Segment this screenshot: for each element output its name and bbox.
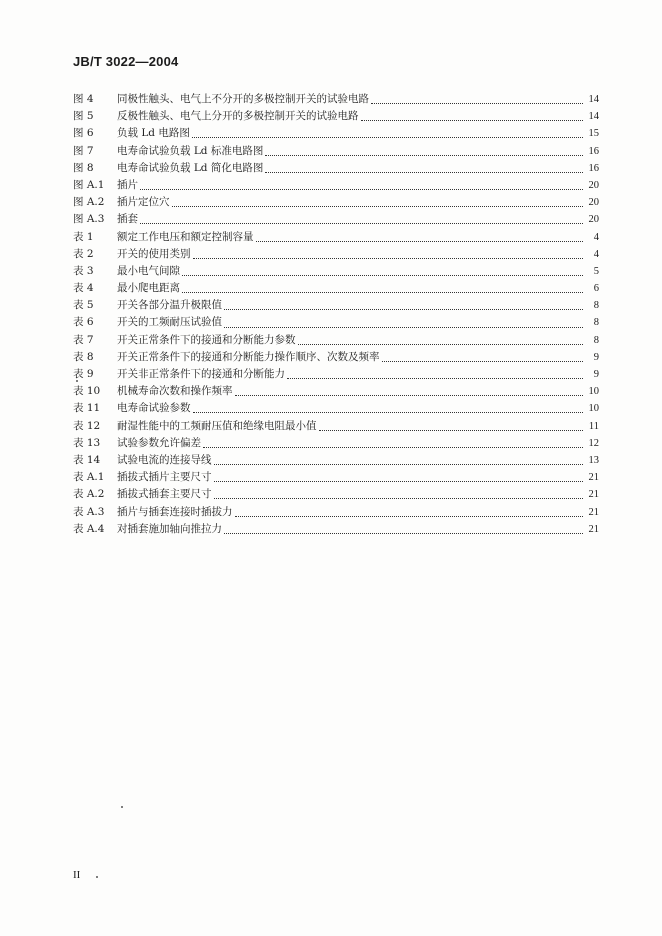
toc-entry-page: 15 xyxy=(588,128,599,140)
toc-entry-title: 开关各部分温升极限值 xyxy=(117,299,222,312)
toc-leader-dots xyxy=(319,430,584,431)
toc-leader-dots xyxy=(361,120,584,121)
toc-entry-label: 表 4 xyxy=(73,282,94,295)
toc-entry-label: 图 A.2 xyxy=(73,196,105,209)
toc-entry-label: 图 A.3 xyxy=(73,213,105,226)
toc-entry[interactable] xyxy=(73,504,599,521)
toc-entry-label: 表 5 xyxy=(73,299,94,312)
toc-entry-label: 表 2 xyxy=(73,247,94,260)
toc-entry-page: 20 xyxy=(588,214,599,226)
toc-entry-page: 20 xyxy=(588,179,599,191)
toc-entry-title: 开关非正常条件下的接通和分断能力 xyxy=(117,368,285,380)
toc-leader-dots xyxy=(265,155,583,156)
toc-entry-label: 表 3 xyxy=(73,264,94,277)
toc-leader-dots xyxy=(287,378,583,379)
toc-entry[interactable] xyxy=(73,366,599,383)
scan-speck xyxy=(96,876,98,878)
toc-entry-title: 最小电气间隙 xyxy=(117,264,180,277)
toc-entry-label: 图 4 xyxy=(73,93,94,105)
toc-entry[interactable] xyxy=(73,418,599,435)
toc-entry-page: 4 xyxy=(593,248,599,260)
toc-entry-title: 开关正常条件下的接通和分断能力参数 xyxy=(117,333,296,346)
toc-leader-dots xyxy=(182,275,583,276)
toc-entry[interactable] xyxy=(73,246,599,263)
toc-entry-label: 图 A.1 xyxy=(73,178,105,191)
toc-entry-title: 插片 xyxy=(117,178,138,191)
toc-entry-page: 8 xyxy=(593,334,599,346)
toc-entry-page: 8 xyxy=(593,317,599,329)
toc-leader-dots xyxy=(224,533,583,534)
toc-entry-label: 表 8 xyxy=(73,350,94,363)
standard-code-header: JB/T 3022—2004 xyxy=(73,54,179,69)
toc-entry-title: 插拔式插片主要尺寸 xyxy=(117,471,212,484)
toc-entry-label: 表 12 xyxy=(73,419,101,432)
toc-entry-label: 图 8 xyxy=(73,161,94,174)
toc-entry-page: 13 xyxy=(588,454,599,466)
toc-entry-title: 电寿命试验负载 Ld 标准电路图 xyxy=(117,144,264,157)
table-of-contents xyxy=(73,91,599,538)
toc-entry-label: 图 6 xyxy=(73,127,94,140)
toc-leader-dots xyxy=(182,292,583,293)
toc-entry-page: 5 xyxy=(593,265,599,277)
toc-entry-page: 14 xyxy=(588,111,599,123)
toc-entry-page: 21 xyxy=(588,523,599,535)
toc-entry[interactable] xyxy=(73,211,599,228)
page-number: II xyxy=(73,869,81,881)
toc-entry-title: 电寿命试验负载 Ld 简化电路图 xyxy=(117,161,264,174)
toc-entry-title: 耐湿性能中的工频耐压值和绝缘电阻最小值 xyxy=(117,419,317,432)
toc-entry-page: 16 xyxy=(588,162,599,174)
toc-entry-title: 电寿命试验参数 xyxy=(117,402,191,415)
toc-leader-dots xyxy=(214,481,584,482)
toc-entry-label: 表 A.1 xyxy=(73,471,105,484)
toc-entry-label: 表 10 xyxy=(73,385,101,398)
toc-entry-title: 对插套施加轴向推拉力 xyxy=(117,522,222,535)
scan-speck xyxy=(76,380,78,382)
toc-leader-dots xyxy=(193,258,584,259)
toc-leader-dots xyxy=(214,464,584,465)
toc-entry[interactable] xyxy=(73,108,599,125)
toc-entry-title: 同极性触头、电气上不分开的多极控制开关的试验电路 xyxy=(117,93,369,105)
toc-leader-dots xyxy=(172,206,584,207)
toc-entry-label: 表 A.2 xyxy=(73,488,105,501)
toc-entry-page: 11 xyxy=(588,420,599,432)
toc-entry-title: 机械寿命次数和操作频率 xyxy=(117,385,233,398)
toc-leader-dots xyxy=(224,309,583,310)
toc-entry-page: 10 xyxy=(588,403,599,415)
toc-entry-title: 插套 xyxy=(117,213,138,226)
toc-entry-label: 表 A.4 xyxy=(73,522,105,535)
toc-leader-dots xyxy=(193,412,584,413)
toc-leader-dots xyxy=(382,361,584,362)
toc-entry-page: 9 xyxy=(593,351,599,363)
toc-entry[interactable] xyxy=(73,297,599,314)
toc-entry-page: 14 xyxy=(588,94,599,105)
toc-leader-dots xyxy=(256,241,584,242)
toc-leader-dots xyxy=(203,447,583,448)
toc-entry[interactable] xyxy=(73,177,599,194)
toc-entry[interactable] xyxy=(73,143,599,160)
toc-entry[interactable] xyxy=(73,469,599,486)
toc-entry-title: 额定工作电压和额定控制容量 xyxy=(117,230,254,243)
toc-entry[interactable] xyxy=(73,349,599,366)
toc-entry-title: 插拔式插套主要尺寸 xyxy=(117,488,212,501)
toc-entry[interactable] xyxy=(73,400,599,417)
toc-entry-title: 试验电流的连接导线 xyxy=(117,453,212,466)
toc-entry[interactable] xyxy=(73,452,599,469)
toc-entry-label: 表 A.3 xyxy=(73,505,105,518)
toc-leader-dots xyxy=(140,223,583,224)
toc-leader-dots xyxy=(224,327,583,328)
toc-entry-title: 试验参数允许偏差 xyxy=(117,436,201,449)
toc-entry[interactable] xyxy=(73,314,599,331)
toc-entry[interactable] xyxy=(73,229,599,246)
toc-leader-dots xyxy=(192,137,583,138)
toc-entry-label: 表 6 xyxy=(73,316,94,329)
toc-entry-title: 开关正常条件下的接通和分断能力操作顺序、次数及频率 xyxy=(117,350,380,363)
toc-entry[interactable] xyxy=(73,263,599,280)
toc-entry-title: 插片与插套连接时插拔力 xyxy=(117,505,233,518)
toc-entry[interactable] xyxy=(73,521,599,538)
toc-leader-dots xyxy=(235,395,584,396)
toc-entry[interactable] xyxy=(73,125,599,142)
toc-entry[interactable] xyxy=(73,435,599,452)
toc-entry-label: 表 7 xyxy=(73,333,94,346)
toc-entry-label: 表 14 xyxy=(73,453,101,466)
toc-entry-label: 表 11 xyxy=(73,402,101,415)
toc-leader-dots xyxy=(371,103,583,104)
toc-entry[interactable] xyxy=(73,91,599,108)
toc-entry-page: 12 xyxy=(588,437,599,449)
toc-entry[interactable] xyxy=(73,383,599,400)
toc-entry-page: 8 xyxy=(593,300,599,312)
toc-entry-page: 6 xyxy=(593,283,599,295)
toc-entry[interactable] xyxy=(73,280,599,297)
toc-entry-page: 16 xyxy=(588,145,599,157)
toc-entry-page: 21 xyxy=(588,472,599,484)
toc-leader-dots xyxy=(298,344,584,345)
toc-leader-dots xyxy=(140,189,583,190)
toc-entry-page: 21 xyxy=(588,489,599,501)
toc-entry-label: 表 1 xyxy=(73,230,94,243)
toc-entry[interactable] xyxy=(73,486,599,503)
toc-entry-title: 最小爬电距离 xyxy=(117,282,180,295)
toc-entry-title: 插片定位穴 xyxy=(117,196,170,209)
toc-entry-label: 表 9 xyxy=(73,368,94,380)
toc-leader-dots xyxy=(265,172,583,173)
toc-entry-title: 负载 Ld 电路图 xyxy=(117,127,190,140)
toc-entry-page: 10 xyxy=(588,386,599,398)
toc-entry-label: 表 13 xyxy=(73,436,101,449)
toc-entry-page: 21 xyxy=(588,506,599,518)
toc-leader-dots xyxy=(214,498,584,499)
toc-entry-page: 4 xyxy=(593,231,599,243)
toc-entry-label: 图 7 xyxy=(73,144,94,157)
toc-entry-label: 图 5 xyxy=(73,110,94,123)
toc-entry-title: 开关的工频耐压试验值 xyxy=(117,316,222,329)
toc-entry-title: 开关的使用类别 xyxy=(117,247,191,260)
toc-entry[interactable] xyxy=(73,160,599,177)
toc-entry[interactable] xyxy=(73,332,599,349)
toc-entry-page: 20 xyxy=(588,197,599,209)
toc-leader-dots xyxy=(235,516,584,517)
toc-entry[interactable] xyxy=(73,194,599,211)
toc-entry-page: 9 xyxy=(593,369,599,380)
scan-speck xyxy=(121,806,123,808)
toc-entry-title: 反极性触头、电气上分开的多极控制开关的试验电路 xyxy=(117,110,359,123)
